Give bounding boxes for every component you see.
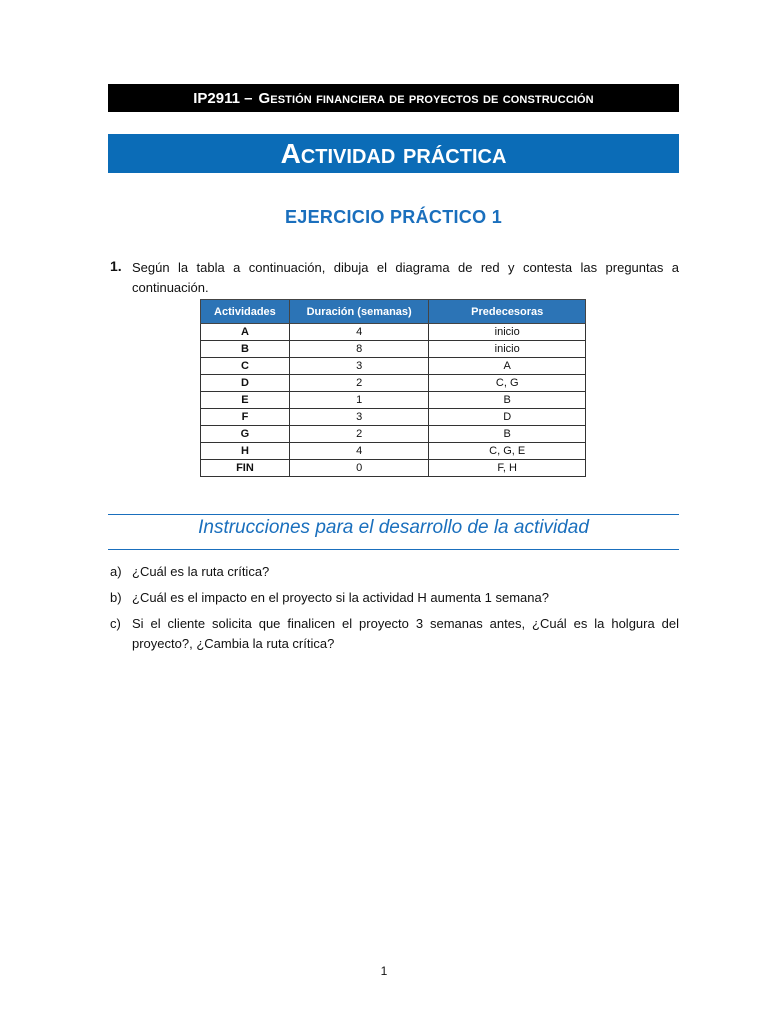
table-header-row	[201, 300, 586, 324]
header-activities: Actividades	[201, 300, 290, 324]
table-row	[201, 358, 586, 375]
duration-cell: 2	[289, 375, 429, 392]
predecessors-cell: D	[429, 409, 586, 426]
activity-cell: E	[201, 392, 290, 409]
table-row	[201, 341, 586, 358]
duration-cell: 4	[289, 443, 429, 460]
table-row	[201, 409, 586, 426]
course-header-bar	[108, 84, 679, 112]
activity-cell: F	[201, 409, 290, 426]
activity-cell: C	[201, 358, 290, 375]
course-title: Gestión financiera de proyectos de construcción	[258, 89, 594, 107]
list-marker: b)	[110, 590, 122, 605]
table-row	[201, 426, 586, 443]
duration-cell: 2	[289, 426, 429, 443]
list-item-text: ¿Cuál es la ruta crítica?	[132, 564, 270, 579]
duration-cell: 0	[289, 460, 429, 477]
predecessors-cell: A	[429, 358, 586, 375]
question-1	[108, 258, 679, 298]
list-marker: c)	[110, 616, 121, 631]
predecessors-cell: inicio	[429, 341, 586, 358]
activity-cell: B	[201, 341, 290, 358]
instructions-top-rule	[108, 514, 679, 515]
activity-banner: Actividad práctica	[108, 134, 679, 173]
instructions-title: Instrucciones para el desarrollo de la actividad	[198, 517, 589, 538]
table-row	[201, 460, 586, 477]
list-item-text: ¿Cuál es el impacto en el proyecto si la actividad H aumenta 1 semana?	[132, 590, 549, 605]
predecessors-cell: C, G, E	[429, 443, 586, 460]
instructions-list	[108, 562, 679, 660]
question-text: Según la tabla a continuación, dibuja el diagrama de red y contesta las preguntas a continuación.	[132, 260, 679, 295]
list-marker: a)	[110, 564, 122, 579]
duration-cell: 3	[289, 409, 429, 426]
course-code: IP2911 –	[193, 89, 253, 107]
duration-cell: 1	[289, 392, 429, 409]
predecessors-cell: F, H	[429, 460, 586, 477]
duration-cell: 8	[289, 341, 429, 358]
question-number: 1.	[110, 258, 122, 274]
activity-cell: A	[201, 324, 290, 341]
activity-cell: D	[201, 375, 290, 392]
header-predecessors: Predecesoras	[429, 300, 586, 324]
header-duration: Duración (semanas)	[289, 300, 429, 324]
table-row	[201, 324, 586, 341]
activity-cell: H	[201, 443, 290, 460]
list-item	[108, 614, 679, 654]
instructions-bottom-rule	[108, 549, 679, 550]
activity-cell: G	[201, 426, 290, 443]
duration-cell: 3	[289, 358, 429, 375]
page-number: 1	[380, 964, 388, 978]
list-item	[108, 562, 679, 582]
table-row	[201, 392, 586, 409]
predecessors-cell: inicio	[429, 324, 586, 341]
list-item-text: Si el cliente solicita que finalicen el proyecto 3 semanas antes, ¿Cuál es la holgura del proyecto?, ¿Cambia la ruta crítica?	[132, 616, 679, 651]
exercise-title: EJERCICIO PRÁCTICO 1	[284, 207, 503, 227]
duration-cell: 4	[289, 324, 429, 341]
predecessors-cell: B	[429, 426, 586, 443]
predecessors-cell: B	[429, 392, 586, 409]
activities-table	[200, 299, 586, 477]
activity-cell: FIN	[201, 460, 290, 477]
list-item	[108, 588, 679, 608]
table-row	[201, 375, 586, 392]
table-row	[201, 443, 586, 460]
predecessors-cell: C, G	[429, 375, 586, 392]
